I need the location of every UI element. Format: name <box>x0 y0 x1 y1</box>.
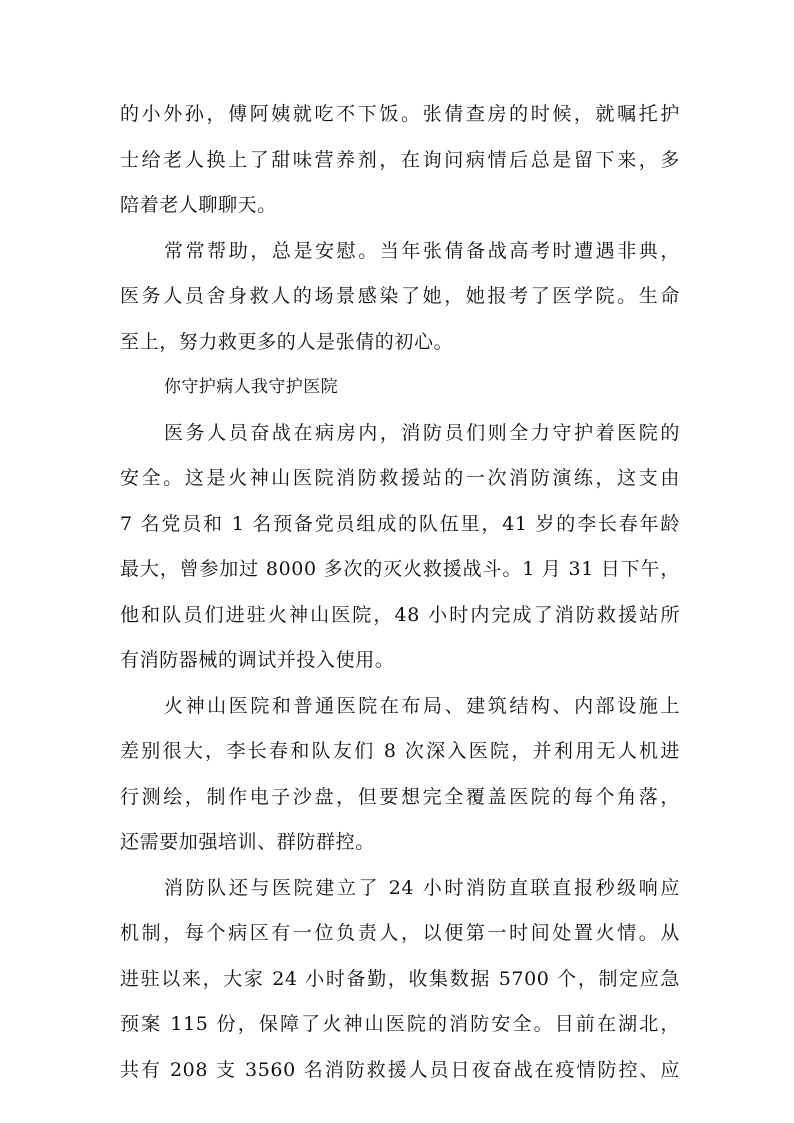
text-line: 7 名党员和 1 名预备党员组成的队伍里，41 岁的李长春年龄 <box>120 512 680 535</box>
text-line: 他和队员们进驻火神山医院，48 小时内完成了消防救援站所 <box>120 603 680 626</box>
text-line: 还需要加强培训、群防群控。 <box>120 831 375 853</box>
text-line: 有消防器械的调试并投入使用。 <box>120 649 395 671</box>
text-line: 差别很大，李长春和队友们 8 次深入医院，并利用无人机进 <box>120 740 680 762</box>
paragraph-start-line: 消防队还与医院建立了 24 小时消防直联直报秒级响应 <box>164 876 680 899</box>
text-line: 行测绘，制作电子沙盘，但要想完全覆盖医院的每个角落， <box>120 785 680 808</box>
text-line: 陪着老人聊聊天。 <box>120 194 277 216</box>
text-line: 进驻以来，大家 24 小时备勤，收集数据 5700 个，制定应急 <box>120 967 680 990</box>
paragraph-start-line: 火神山医院和普通医院在布局、建筑结构、内部设施上 <box>164 694 680 717</box>
document-body <box>120 92 680 1093</box>
text-line: 安全。这是火神山医院消防救援站的一次消防演练，这支由 <box>120 467 680 489</box>
text-line: 士给老人换上了甜味营养剂，在询问病情后总是留下来，多 <box>120 148 680 171</box>
text-line: 最大，曾参加过 8000 多次的灭火救援战斗。1 月 31 日下午， <box>120 558 680 580</box>
text-line: 的小外孙，傅阿姨就吃不下饭。张倩查房的时候，就嘱托护 <box>120 103 680 125</box>
text-line: 预案 115 份，保障了火神山医院的消防安全。目前在湖北， <box>120 1013 680 1035</box>
text-line: 共有 208 支 3560 名消防救援人员日夜奋战在疫情防控、应 <box>120 1058 680 1081</box>
section-heading: 你守护病人我守护医院 <box>164 377 338 397</box>
paragraph-start-line: 常常帮助，总是安慰。当年张倩备战高考时遭遇非典， <box>164 239 680 262</box>
text-line: 至上，努力救更多的人是张倩的初心。 <box>120 330 454 353</box>
paragraph-start-line: 医务人员奋战在病房内，消防员们则全力守护着医院的 <box>164 421 680 444</box>
text-line: 医务人员舍身救人的场景感染了她，她报考了医学院。生命 <box>120 285 680 307</box>
text-line: 机制，每个病区有一位负责人，以便第一时间处置火情。从 <box>120 922 680 944</box>
